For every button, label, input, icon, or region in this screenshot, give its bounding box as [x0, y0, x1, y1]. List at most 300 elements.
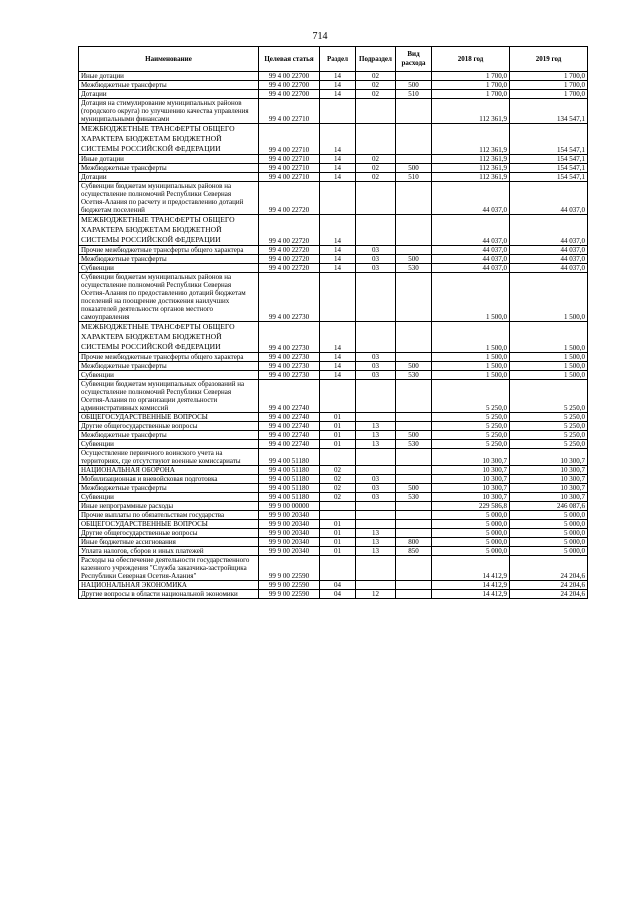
row-expense-type	[396, 380, 432, 413]
budget-table	[78, 46, 588, 599]
table-row	[79, 502, 588, 511]
row-subsection: 12	[356, 590, 396, 599]
row-amount-2019: 5 250,0	[510, 422, 588, 431]
row-expense-type	[396, 353, 432, 362]
row-name: Субвенции	[79, 264, 259, 273]
row-amount-2019: 154 547,1	[510, 155, 588, 164]
row-amount-2018: 5 000,0	[432, 538, 510, 547]
row-amount-2019: 44 037,0	[510, 182, 588, 215]
row-amount-2018: 1 700,0	[432, 90, 510, 99]
row-amount-2018: 14 412,9	[432, 556, 510, 581]
table-row	[79, 581, 588, 590]
row-name: Межбюджетные трансферты	[79, 81, 259, 90]
row-name: Расходы на обеспечение деятельности государственного казенного учреждения "Служба заказчика-застройщика Республики Северная Осетия-Алания"	[79, 556, 259, 581]
table-row	[79, 371, 588, 380]
row-subsection: 13	[356, 422, 396, 431]
row-amount-2018: 10 300,7	[432, 493, 510, 502]
row-section	[320, 556, 356, 581]
row-name: Прочие межбюджетные трансферты общего характера	[79, 353, 259, 362]
table-row	[79, 246, 588, 255]
row-section	[320, 380, 356, 413]
row-target-article: 99 4 00 22730	[259, 273, 320, 322]
row-section: 14	[320, 215, 356, 246]
row-amount-2018: 44 037,0	[432, 264, 510, 273]
row-amount-2019: 1 700,0	[510, 81, 588, 90]
row-section	[320, 502, 356, 511]
row-expense-type	[396, 511, 432, 520]
table-row	[79, 547, 588, 556]
row-expense-type: 530	[396, 440, 432, 449]
row-amount-2019: 5 250,0	[510, 431, 588, 440]
row-target-article: 99 9 00 22590	[259, 581, 320, 590]
row-amount-2018: 14 412,9	[432, 590, 510, 599]
table-row	[79, 99, 588, 124]
table-row	[79, 124, 588, 155]
row-amount-2018: 1 500,0	[432, 353, 510, 362]
row-target-article: 99 4 00 51180	[259, 493, 320, 502]
table-row	[79, 353, 588, 362]
row-amount-2019: 1 500,0	[510, 371, 588, 380]
table-body	[79, 72, 588, 599]
header-2019: 2019 год	[510, 47, 588, 72]
row-amount-2018: 229 586,8	[432, 502, 510, 511]
table-row	[79, 449, 588, 466]
row-target-article: 99 9 00 22590	[259, 556, 320, 581]
row-amount-2018: 44 037,0	[432, 246, 510, 255]
row-name: Другие общегосударственные вопросы	[79, 529, 259, 538]
row-expense-type	[396, 590, 432, 599]
row-name: Мобилизационная и вневойсковая подготовка	[79, 475, 259, 484]
row-name: Субвенции бюджетам муниципальных образований на осуществление полномочий Республики Северная Осетия-Алания по организации деятельности административных комиссий	[79, 380, 259, 413]
row-amount-2018: 44 037,0	[432, 182, 510, 215]
row-expense-type	[396, 124, 432, 155]
row-section: 01	[320, 538, 356, 547]
row-name: Межбюджетные трансферты	[79, 484, 259, 493]
header-2018: 2018 год	[432, 47, 510, 72]
row-section: 01	[320, 431, 356, 440]
row-name: Другие вопросы в области национальной экономики	[79, 590, 259, 599]
table-row	[79, 81, 588, 90]
row-amount-2019: 154 547,1	[510, 173, 588, 182]
row-target-article: 99 9 00 20340	[259, 529, 320, 538]
row-amount-2018: 1 700,0	[432, 72, 510, 81]
row-amount-2019: 24 204,6	[510, 581, 588, 590]
row-amount-2019: 5 250,0	[510, 380, 588, 413]
row-name: НАЦИОНАЛЬНАЯ ЭКОНОМИКА	[79, 581, 259, 590]
row-target-article: 99 9 00 20340	[259, 520, 320, 529]
row-section: 04	[320, 590, 356, 599]
row-amount-2018: 112 361,9	[432, 99, 510, 124]
row-expense-type	[396, 556, 432, 581]
row-name: Субвенции	[79, 371, 259, 380]
row-expense-type	[396, 475, 432, 484]
table-row	[79, 529, 588, 538]
header-subsection: Подраздел	[356, 47, 396, 72]
row-section: 14	[320, 264, 356, 273]
row-amount-2019: 1 500,0	[510, 322, 588, 353]
row-expense-type: 500	[396, 255, 432, 264]
row-section	[320, 511, 356, 520]
row-amount-2018: 1 500,0	[432, 322, 510, 353]
row-section: 14	[320, 164, 356, 173]
row-amount-2018: 5 000,0	[432, 547, 510, 556]
row-subsection	[356, 449, 396, 466]
row-subsection	[356, 322, 396, 353]
table-row	[79, 556, 588, 581]
table-row	[79, 322, 588, 353]
row-amount-2019: 5 000,0	[510, 529, 588, 538]
row-amount-2019: 44 037,0	[510, 255, 588, 264]
header-expense-type: Вид расхода	[396, 47, 432, 72]
row-subsection: 02	[356, 81, 396, 90]
page-number: 714	[312, 31, 328, 42]
row-amount-2018: 5 250,0	[432, 431, 510, 440]
row-section: 04	[320, 581, 356, 590]
row-section: 14	[320, 371, 356, 380]
row-amount-2019: 10 300,7	[510, 449, 588, 466]
table-row	[79, 173, 588, 182]
row-section: 02	[320, 484, 356, 493]
row-subsection	[356, 215, 396, 246]
row-amount-2019: 5 250,0	[510, 413, 588, 422]
row-subsection: 03	[356, 246, 396, 255]
row-amount-2018: 5 250,0	[432, 413, 510, 422]
row-subsection	[356, 511, 396, 520]
table-row	[79, 538, 588, 547]
row-expense-type	[396, 99, 432, 124]
row-target-article: 99 4 00 22720	[259, 246, 320, 255]
row-section	[320, 182, 356, 215]
row-amount-2019: 246 087,6	[510, 502, 588, 511]
row-target-article: 99 9 00 20340	[259, 511, 320, 520]
row-expense-type	[396, 273, 432, 322]
row-name: Иные непрограммные расходы	[79, 502, 259, 511]
table-header-row	[79, 47, 588, 72]
row-amount-2018: 14 412,9	[432, 581, 510, 590]
row-section: 02	[320, 466, 356, 475]
row-target-article: 99 4 00 22740	[259, 413, 320, 422]
row-amount-2019: 1 700,0	[510, 72, 588, 81]
row-target-article: 99 4 00 22710	[259, 124, 320, 155]
row-target-article: 99 4 00 22740	[259, 380, 320, 413]
row-target-article: 99 4 00 51180	[259, 475, 320, 484]
row-amount-2018: 112 361,9	[432, 173, 510, 182]
row-subsection: 03	[356, 371, 396, 380]
row-section: 01	[320, 529, 356, 538]
header-section: Раздел	[320, 47, 356, 72]
row-subsection: 02	[356, 155, 396, 164]
row-section: 14	[320, 246, 356, 255]
row-subsection	[356, 380, 396, 413]
row-name: ОБЩЕГОСУДАРСТВЕННЫЕ ВОПРОСЫ	[79, 413, 259, 422]
row-target-article: 99 4 00 22740	[259, 431, 320, 440]
row-subsection	[356, 273, 396, 322]
row-amount-2019: 44 037,0	[510, 246, 588, 255]
row-target-article: 99 4 00 22710	[259, 173, 320, 182]
row-subsection: 03	[356, 484, 396, 493]
table-row	[79, 422, 588, 431]
row-name: Иные дотации	[79, 155, 259, 164]
row-expense-type: 800	[396, 538, 432, 547]
table-row	[79, 215, 588, 246]
row-target-article: 99 4 00 22720	[259, 264, 320, 273]
row-name: Прочие выплаты по обязательствам государства	[79, 511, 259, 520]
row-name: Субвенции бюджетам муниципальных районов на осуществление полномочий Республики Северная Осетия-Алания по предоставлению дотаций бюджетам поселений на поощрение достижения наилучших показателей деятельности органов местного самоуправления	[79, 273, 259, 322]
row-target-article: 99 4 00 22720	[259, 215, 320, 246]
table-row	[79, 264, 588, 273]
row-expense-type	[396, 520, 432, 529]
row-name: Дотации	[79, 90, 259, 99]
row-subsection	[356, 466, 396, 475]
row-name: МЕЖБЮДЖЕТНЫЕ ТРАНСФЕРТЫ ОБЩЕГО ХАРАКТЕРА БЮДЖЕТАМ БЮДЖЕТНОЙ СИСТЕМЫ РОССИЙСКОЙ ФЕДЕРАЦИИ	[79, 124, 259, 155]
row-subsection: 13	[356, 547, 396, 556]
table-row	[79, 164, 588, 173]
row-amount-2019: 1 500,0	[510, 353, 588, 362]
row-amount-2018: 5 000,0	[432, 511, 510, 520]
row-amount-2018: 44 037,0	[432, 215, 510, 246]
row-name: Осуществление первичного воинского учета на территориях, где отсутствуют военные комиссариаты	[79, 449, 259, 466]
row-amount-2018: 5 250,0	[432, 380, 510, 413]
row-expense-type	[396, 466, 432, 475]
row-expense-type	[396, 215, 432, 246]
row-amount-2018: 112 361,9	[432, 124, 510, 155]
row-subsection: 02	[356, 173, 396, 182]
table-row	[79, 413, 588, 422]
row-expense-type	[396, 529, 432, 538]
row-amount-2018: 5 250,0	[432, 422, 510, 431]
row-amount-2019: 1 500,0	[510, 362, 588, 371]
row-amount-2018: 1 500,0	[432, 273, 510, 322]
row-target-article: 99 4 00 22700	[259, 72, 320, 81]
row-amount-2019: 5 000,0	[510, 538, 588, 547]
table-row	[79, 431, 588, 440]
row-expense-type	[396, 246, 432, 255]
row-expense-type: 500	[396, 81, 432, 90]
row-subsection: 03	[356, 362, 396, 371]
table-row	[79, 511, 588, 520]
table-row	[79, 380, 588, 413]
row-amount-2018: 5 250,0	[432, 440, 510, 449]
row-amount-2018: 1 500,0	[432, 371, 510, 380]
row-name: МЕЖБЮДЖЕТНЫЕ ТРАНСФЕРТЫ ОБЩЕГО ХАРАКТЕРА БЮДЖЕТАМ БЮДЖЕТНОЙ СИСТЕМЫ РОССИЙСКОЙ ФЕДЕРАЦИИ	[79, 322, 259, 353]
row-name: Субвенции	[79, 440, 259, 449]
row-amount-2019: 154 547,1	[510, 124, 588, 155]
row-section: 14	[320, 124, 356, 155]
row-target-article: 99 4 00 51180	[259, 484, 320, 493]
row-subsection	[356, 556, 396, 581]
row-amount-2018: 10 300,7	[432, 475, 510, 484]
row-section: 14	[320, 72, 356, 81]
row-subsection: 03	[356, 475, 396, 484]
row-section: 01	[320, 440, 356, 449]
row-amount-2019: 5 000,0	[510, 511, 588, 520]
row-target-article: 99 4 00 51180	[259, 466, 320, 475]
row-expense-type	[396, 581, 432, 590]
row-subsection	[356, 520, 396, 529]
row-subsection: 02	[356, 164, 396, 173]
row-expense-type: 850	[396, 547, 432, 556]
row-target-article: 99 4 00 22710	[259, 164, 320, 173]
row-subsection	[356, 581, 396, 590]
row-target-article: 99 4 00 22740	[259, 440, 320, 449]
row-expense-type: 530	[396, 371, 432, 380]
row-section: 02	[320, 475, 356, 484]
row-section: 01	[320, 422, 356, 431]
row-name: Дотация на стимулирование муниципальных районов (городского округа) по улучшению качества управления муниципальными финансами	[79, 99, 259, 124]
row-amount-2019: 44 037,0	[510, 215, 588, 246]
row-section: 14	[320, 362, 356, 371]
row-section: 14	[320, 81, 356, 90]
table-row	[79, 362, 588, 371]
row-amount-2019: 5 000,0	[510, 520, 588, 529]
table-row	[79, 590, 588, 599]
header-target-article: Целевая статья	[259, 47, 320, 72]
row-amount-2018: 1 500,0	[432, 362, 510, 371]
row-amount-2018: 10 300,7	[432, 449, 510, 466]
row-target-article: 99 4 00 51180	[259, 449, 320, 466]
row-section: 01	[320, 520, 356, 529]
row-expense-type	[396, 72, 432, 81]
row-section: 14	[320, 90, 356, 99]
row-section: 14	[320, 353, 356, 362]
row-amount-2019: 5 250,0	[510, 440, 588, 449]
table-row	[79, 90, 588, 99]
row-amount-2018: 5 000,0	[432, 529, 510, 538]
row-name: МЕЖБЮДЖЕТНЫЕ ТРАНСФЕРТЫ ОБЩЕГО ХАРАКТЕРА БЮДЖЕТАМ БЮДЖЕТНОЙ СИСТЕМЫ РОССИЙСКОЙ ФЕДЕРАЦИИ	[79, 215, 259, 246]
row-name: Иные бюджетные ассигнования	[79, 538, 259, 547]
table-row	[79, 484, 588, 493]
row-name: Субвенции	[79, 493, 259, 502]
row-target-article: 99 4 00 22740	[259, 422, 320, 431]
row-amount-2019: 1 700,0	[510, 90, 588, 99]
row-amount-2018: 112 361,9	[432, 164, 510, 173]
row-target-article: 99 4 00 22700	[259, 90, 320, 99]
row-expense-type: 530	[396, 493, 432, 502]
row-amount-2019: 24 204,6	[510, 556, 588, 581]
row-target-article: 99 9 00 20340	[259, 547, 320, 556]
row-amount-2019: 5 000,0	[510, 547, 588, 556]
row-section: 01	[320, 547, 356, 556]
row-amount-2019: 154 547,1	[510, 164, 588, 173]
row-name: Уплата налогов, сборов и иных платежей	[79, 547, 259, 556]
row-expense-type	[396, 422, 432, 431]
row-expense-type: 500	[396, 362, 432, 371]
row-name: Межбюджетные трансферты	[79, 164, 259, 173]
row-amount-2019: 10 300,7	[510, 493, 588, 502]
row-subsection: 02	[356, 72, 396, 81]
row-name: НАЦИОНАЛЬНАЯ ОБОРОНА	[79, 466, 259, 475]
row-section: 14	[320, 173, 356, 182]
row-subsection: 02	[356, 90, 396, 99]
row-amount-2018: 1 700,0	[432, 81, 510, 90]
row-expense-type: 530	[396, 264, 432, 273]
row-section	[320, 449, 356, 466]
table-row	[79, 493, 588, 502]
row-expense-type	[396, 322, 432, 353]
table-row	[79, 72, 588, 81]
row-name: Иные дотации	[79, 72, 259, 81]
row-target-article: 99 4 00 22730	[259, 362, 320, 371]
row-expense-type	[396, 182, 432, 215]
row-section: 02	[320, 493, 356, 502]
row-target-article: 99 4 00 22730	[259, 371, 320, 380]
row-name: ОБЩЕГОСУДАРСТВЕННЫЕ ВОПРОСЫ	[79, 520, 259, 529]
row-name: Прочие межбюджетные трансферты общего характера	[79, 246, 259, 255]
table-row	[79, 273, 588, 322]
row-expense-type: 510	[396, 173, 432, 182]
row-name: Межбюджетные трансферты	[79, 255, 259, 264]
row-subsection	[356, 413, 396, 422]
row-expense-type	[396, 155, 432, 164]
row-subsection: 03	[356, 255, 396, 264]
row-amount-2018: 10 300,7	[432, 484, 510, 493]
row-amount-2019: 44 037,0	[510, 264, 588, 273]
row-section: 14	[320, 322, 356, 353]
row-name: Межбюджетные трансферты	[79, 362, 259, 371]
row-target-article: 99 9 00 00000	[259, 502, 320, 511]
row-name: Межбюджетные трансферты	[79, 431, 259, 440]
table-row	[79, 475, 588, 484]
row-subsection	[356, 182, 396, 215]
row-name: Субвенции бюджетам муниципальных районов на осуществление полномочий Республики Северная Осетия-Алания по расчету и предоставлению дотаций бюджетам поселений	[79, 182, 259, 215]
row-subsection: 03	[356, 353, 396, 362]
row-amount-2018: 112 361,9	[432, 155, 510, 164]
row-amount-2019: 10 300,7	[510, 466, 588, 475]
row-expense-type: 500	[396, 431, 432, 440]
table-row	[79, 466, 588, 475]
table-row	[79, 255, 588, 264]
row-subsection: 13	[356, 431, 396, 440]
row-target-article: 99 4 00 22730	[259, 322, 320, 353]
row-section: 14	[320, 255, 356, 264]
table-row	[79, 155, 588, 164]
row-expense-type	[396, 449, 432, 466]
row-expense-type: 500	[396, 164, 432, 173]
table-row	[79, 182, 588, 215]
row-expense-type	[396, 413, 432, 422]
row-name: Другие общегосударственные вопросы	[79, 422, 259, 431]
row-target-article: 99 4 00 22720	[259, 182, 320, 215]
row-expense-type	[396, 502, 432, 511]
row-target-article: 99 4 00 22730	[259, 353, 320, 362]
row-target-article: 99 4 00 22710	[259, 155, 320, 164]
row-amount-2018: 44 037,0	[432, 255, 510, 264]
row-name: Дотации	[79, 173, 259, 182]
row-expense-type: 500	[396, 484, 432, 493]
row-target-article: 99 9 00 20340	[259, 538, 320, 547]
row-amount-2018: 5 000,0	[432, 520, 510, 529]
row-amount-2018: 10 300,7	[432, 466, 510, 475]
row-subsection	[356, 502, 396, 511]
row-section: 14	[320, 155, 356, 164]
row-amount-2019: 24 204,6	[510, 590, 588, 599]
row-target-article: 99 9 00 22590	[259, 590, 320, 599]
row-amount-2019: 10 300,7	[510, 475, 588, 484]
row-amount-2019: 134 547,1	[510, 99, 588, 124]
row-amount-2019: 10 300,7	[510, 484, 588, 493]
row-section: 01	[320, 413, 356, 422]
row-target-article: 99 4 00 22720	[259, 255, 320, 264]
table-row	[79, 440, 588, 449]
row-section	[320, 99, 356, 124]
header-name: Наименование	[79, 47, 259, 72]
row-subsection	[356, 99, 396, 124]
row-subsection: 13	[356, 538, 396, 547]
row-subsection: 03	[356, 493, 396, 502]
row-subsection	[356, 124, 396, 155]
row-subsection: 13	[356, 440, 396, 449]
row-target-article: 99 4 00 22710	[259, 99, 320, 124]
